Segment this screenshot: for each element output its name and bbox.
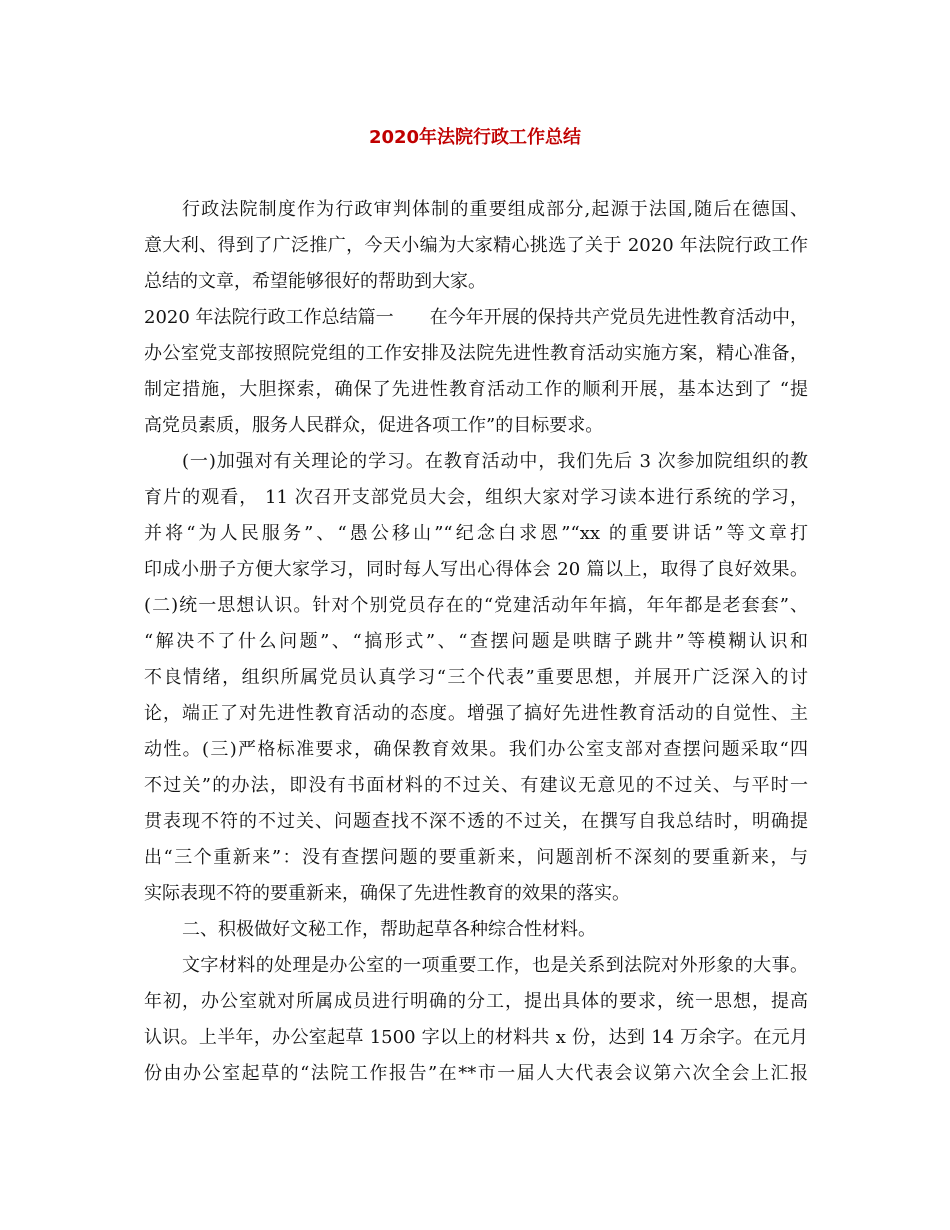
text-line: 论，端正了对先进性教育活动的态度。增强了搞好先进性教育活动的自觉性、主 xyxy=(144,703,808,724)
text-line: 印成小册子方便大家学习，同时每人写出心得体会 20 篇以上，取得了良好效果。 xyxy=(144,559,808,580)
text-line: 贯表现不符的不过关、问题查找不深不透的不过关，在撰写自我总结时，明确提 xyxy=(144,811,808,832)
document-title: 2020年法院行政工作总结 xyxy=(368,127,582,148)
text-line: 高党员素质，服务人民群众，促进各项工作”的目标要求。 xyxy=(144,415,604,436)
text-line: 2020 年法院行政工作总结篇一 在今年开展的保持共产党员先进性教育活动中， xyxy=(144,307,808,328)
text-line: 制定措施，大胆探索，确保了先进性教育活动工作的顺利开展，基本达到了 “提 xyxy=(144,379,808,400)
text-line: 育片的观看， 11 次召开支部党员大会，组织大家对学习读本进行系统的学习， xyxy=(144,487,808,508)
text-line: 份由办公室起草的“法院工作报告”在**市一届人大代表会议第六次全会上汇报 xyxy=(144,1063,808,1084)
text-line: 认识。上半年，办公室起草 1500 字以上的材料共 x 份，达到 14 万余字。在元月 xyxy=(144,1027,808,1048)
text-line: 年初，办公室就对所属成员进行明确的分工，提出具体的要求，统一思想，提高 xyxy=(144,991,808,1012)
text-line: 意大利、得到了广泛推广，今天小编为大家精心挑选了关于 2020 年法院行政工作 xyxy=(144,235,808,256)
section-heading: 二、积极做好文秘工作，帮助起草各种综合性材料。 xyxy=(182,919,596,940)
text-line: 不良情绪，组织所属党员认真学习“三个代表”重要思想，并展开广泛深入的讨 xyxy=(144,667,808,688)
text-line: 办公室党支部按照院党组的工作安排及法院先进性教育活动实施方案，精心准备， xyxy=(144,343,808,364)
text-line: (一)加强对有关理论的学习。在教育活动中，我们先后 3 次参加院组织的教 xyxy=(182,451,808,472)
text-line: 出“三个重新来”：没有查摆问题的要重新来，问题剖析不深刻的要重新来，与 xyxy=(144,847,808,868)
text-line: (二)统一思想认识。针对个别党员存在的“党建活动年年搞，年年都是老套套”、 xyxy=(144,595,808,616)
text-line: 文字材料的处理是办公室的一项重要工作，也是关系到法院对外形象的大事。 xyxy=(182,955,808,976)
text-line: 不过关”的办法，即没有书面材料的不过关、有建议无意见的不过关、与平时一 xyxy=(144,775,808,796)
document-body xyxy=(144,192,808,1092)
text-line: “解决不了什么问题”、“搞形式”、“查摆问题是哄瞎子跳井”等模糊认识和 xyxy=(144,631,808,652)
text-line: 总结的文章，希望能够很好的帮助到大家。 xyxy=(144,271,486,292)
text-line: 行政法院制度作为行政审判体制的重要组成部分,起源于法国,随后在德国、 xyxy=(182,199,808,220)
text-line: 动性。(三)严格标准要求，确保教育效果。我们办公室支部对查摆问题采取“四 xyxy=(144,739,808,760)
text-line: 实际表现不符的要重新来，确保了先进性教育的效果的落实。 xyxy=(144,883,630,904)
text-line: 并将“为人民服务”、“愚公移山”“纪念白求恩”“xx 的重要讲话”等文章打 xyxy=(144,523,808,544)
